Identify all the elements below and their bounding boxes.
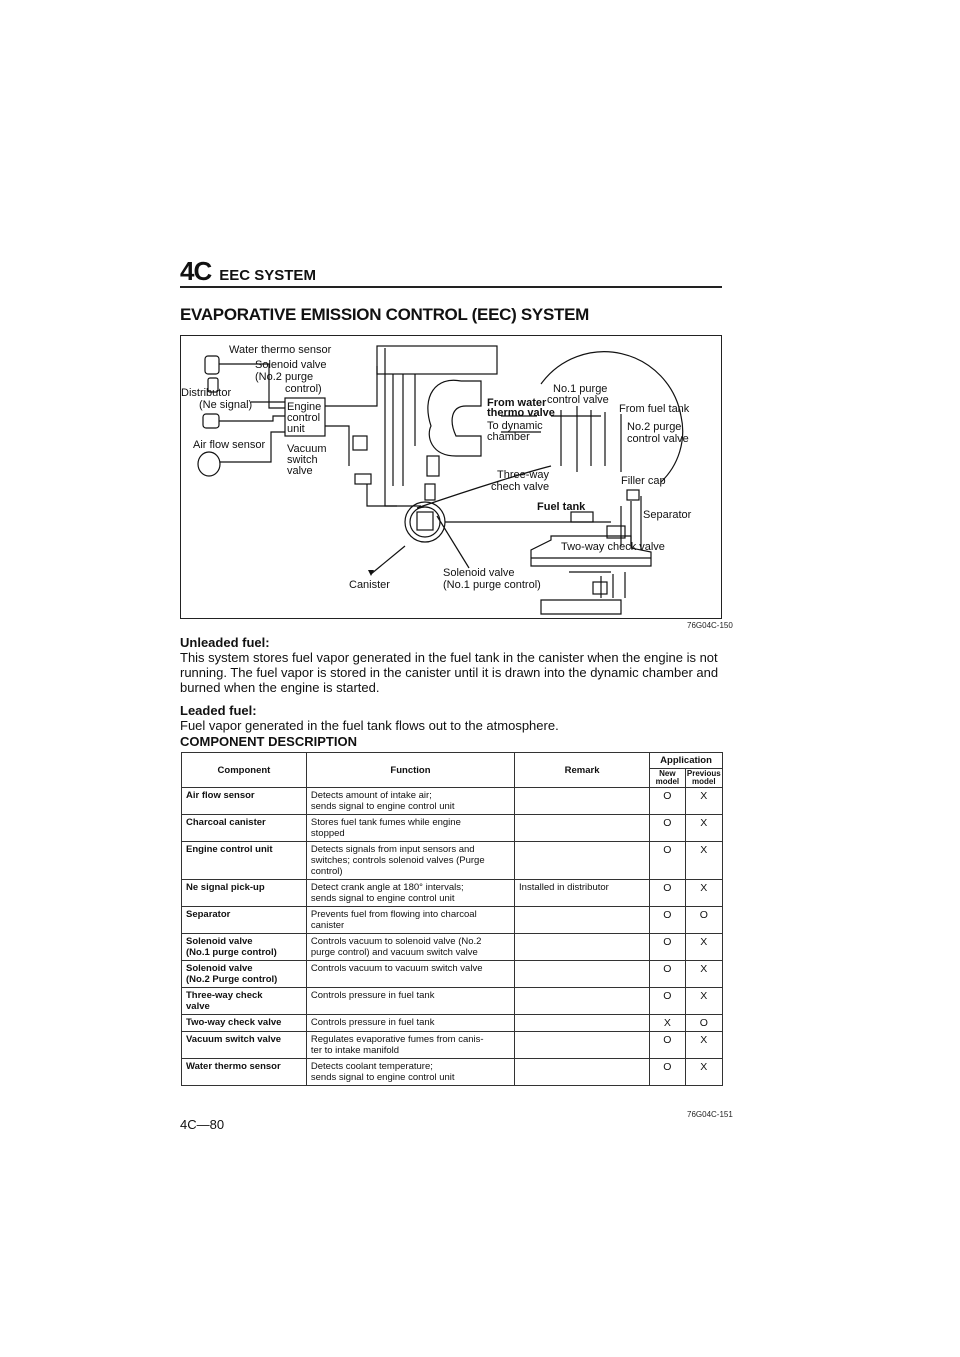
label-distributor: Distributor <box>181 387 232 399</box>
component-name-line: Solenoid valve <box>186 936 253 947</box>
component-remark <box>515 1059 650 1086</box>
component-name <box>182 907 307 934</box>
function-line: Controls vacuum to solenoid valve (No.2 <box>310 936 482 947</box>
table-row <box>182 815 723 842</box>
air-flow-sensor-shape <box>198 452 220 476</box>
label-no1-purge-l1: No.1 purge <box>553 383 608 395</box>
function-line: canister <box>310 920 345 931</box>
page-title: EVAPORATIVE EMISSION CONTROL (EEC) SYSTEM <box>180 305 589 324</box>
function-line: Controls pressure in fuel tank <box>310 1017 435 1028</box>
label-solenoid-no1-l1: Solenoid valve <box>443 567 515 579</box>
previous-model-mark: X <box>685 880 722 907</box>
label-canister: Canister <box>349 579 390 591</box>
previous-model-mark: X <box>685 988 722 1015</box>
new-model-mark: O <box>650 988 686 1015</box>
section-header <box>180 256 722 287</box>
table-row <box>182 934 723 961</box>
component-remark <box>515 788 650 815</box>
label-vacuum-l3: valve <box>287 465 313 477</box>
component-name-line: Water thermo sensor <box>186 1061 281 1072</box>
table-row <box>182 880 723 907</box>
component-remark: Installed in distributor <box>515 880 650 907</box>
label-solenoid-no2-l1: Solenoid valve <box>255 359 327 371</box>
label-water-thermo-sensor: Water thermo sensor <box>229 344 332 356</box>
label-to-dynamic-l1: To dynamic <box>487 420 543 432</box>
component-function <box>306 1015 514 1032</box>
component-name <box>182 934 307 961</box>
ne-signal-pickup-shape <box>203 414 219 428</box>
component-name-line: Separator <box>186 909 231 920</box>
component-name <box>182 1032 307 1059</box>
eec-system-diagram <box>180 335 722 619</box>
component-remark <box>515 907 650 934</box>
component-name-line: (No.2 Purge control) <box>186 974 278 985</box>
dynamic-chamber-shape <box>428 380 481 456</box>
label-three-way-l2: chech valve <box>491 481 550 493</box>
table-row <box>182 1059 723 1086</box>
component-name-line: Ne signal pick-up <box>186 882 265 893</box>
component-name-line: Charcoal canister <box>186 817 266 828</box>
component-remark <box>515 934 650 961</box>
component-name-line: Air flow sensor <box>186 790 255 801</box>
label-from-water-l1: From water <box>487 397 547 409</box>
label-vacuum-l1: Vacuum <box>287 443 327 455</box>
component-name-line: Engine control unit <box>186 844 273 855</box>
component-remark <box>515 1032 650 1059</box>
label-air-flow-sensor: Air flow sensor <box>193 439 266 451</box>
zoom-circle <box>541 352 683 482</box>
previous-model-mark: X <box>685 934 722 961</box>
unleaded-text: This system stores fuel vapor generated in the fuel tank in the canister when the engine is not running. The fuel vapor is stored in the canister until it is drawn into the dynamic chamber and burned when the engine is started. <box>180 650 719 695</box>
solenoid-no2-shape <box>353 436 367 450</box>
label-no2-purge-l2: control valve <box>627 433 689 445</box>
function-line: switches; controls solenoid valves (Purge <box>310 855 485 866</box>
new-model-mark: O <box>650 815 686 842</box>
label-ne-signal: (Ne signal) <box>199 399 253 411</box>
component-name-line: Three-way check <box>186 990 263 1001</box>
table-row <box>182 988 723 1015</box>
component-name-line: Solenoid valve <box>186 963 253 974</box>
diagram-drawing <box>181 336 721 618</box>
component-name <box>182 961 307 988</box>
component-name <box>182 788 307 815</box>
label-solenoid-no1-l2: (No.1 purge control) <box>443 579 541 591</box>
function-line: purge control) and vacuum switch valve <box>310 947 478 958</box>
new-model-mark: X <box>650 1015 686 1032</box>
function-line: stopped <box>310 828 345 839</box>
component-name <box>182 880 307 907</box>
new-model-mark: O <box>650 788 686 815</box>
new-model-mark: O <box>650 1059 686 1086</box>
header-rule <box>180 286 722 288</box>
component-function <box>306 815 514 842</box>
component-table-body <box>182 788 723 1086</box>
component-name <box>182 842 307 880</box>
previous-model-mark: X <box>685 842 722 880</box>
component-name-line: (No.1 purge control) <box>186 947 277 958</box>
new-model-mark: O <box>650 842 686 880</box>
function-line: Controls vacuum to vacuum switch valve <box>310 963 483 974</box>
table-row <box>182 1032 723 1059</box>
function-line: Detects signals from input sensors and <box>310 844 475 855</box>
label-ecu-l1: Engine <box>287 401 322 413</box>
label-ecu-l3: unit <box>287 423 305 435</box>
unleaded-section <box>180 635 725 695</box>
col-application: Application <box>650 753 723 769</box>
col-previous-model-l2: model <box>692 777 716 786</box>
label-to-dynamic-l2: chamber <box>487 431 530 443</box>
table-row <box>182 788 723 815</box>
col-previous-model <box>685 769 722 788</box>
component-name-line: Two-way check valve <box>186 1017 282 1028</box>
vacuum-switch-shape <box>355 474 371 484</box>
previous-model-mark: X <box>685 1032 722 1059</box>
previous-model-mark: X <box>685 1059 722 1086</box>
new-model-mark: O <box>650 961 686 988</box>
component-description-heading: COMPONENT DESCRIPTION <box>180 734 357 749</box>
canister-shape <box>405 502 445 542</box>
component-remark <box>515 1015 650 1032</box>
new-model-mark: O <box>650 880 686 907</box>
new-model-mark: O <box>650 907 686 934</box>
col-new-model-l1: New <box>659 769 676 778</box>
component-function <box>306 934 514 961</box>
col-new-model-l2: model <box>655 777 680 786</box>
component-function <box>306 1059 514 1086</box>
figure-code-diagram: 76G04C-150 <box>687 621 733 630</box>
page-number: 4C—80 <box>180 1117 225 1132</box>
component-remark <box>515 988 650 1015</box>
function-line: Controls pressure in fuel tank <box>310 990 435 1001</box>
section-title: EEC SYSTEM <box>219 267 316 284</box>
function-line: Detect crank angle at 180° intervals; <box>310 882 464 893</box>
new-model-mark: O <box>650 1032 686 1059</box>
col-function: Function <box>306 753 514 788</box>
component-function <box>306 842 514 880</box>
leaded-text: Fuel vapor generated in the fuel tank flows out to the atmosphere. <box>180 718 559 733</box>
label-three-way-l1: Three-way <box>497 469 549 481</box>
component-function <box>306 1032 514 1059</box>
label-filler-cap: Filler cap <box>621 475 666 487</box>
previous-model-mark: O <box>685 907 722 934</box>
intake-pipe <box>377 346 497 374</box>
leaded-section <box>180 703 725 733</box>
function-line: sends signal to engine control unit <box>310 801 455 812</box>
function-line: sends signal to engine control unit <box>310 1072 455 1083</box>
component-function <box>306 880 514 907</box>
table-row <box>182 961 723 988</box>
table-row <box>182 1015 723 1032</box>
component-remark <box>515 815 650 842</box>
function-line: control) <box>310 866 343 877</box>
table-row <box>182 842 723 880</box>
function-line: sends signal to engine control unit <box>310 893 455 904</box>
label-ecu-l2: control <box>287 412 321 424</box>
function-line: Detects coolant temperature; <box>310 1061 433 1072</box>
component-table <box>181 752 723 1086</box>
col-new-model <box>650 769 686 788</box>
label-solenoid-no2-l2: (No.2 purge <box>255 371 314 383</box>
component-name-line: valve <box>186 1001 210 1012</box>
component-name <box>182 988 307 1015</box>
section-number: 4C <box>180 256 212 286</box>
label-separator: Separator <box>643 509 692 521</box>
label-solenoid-no2-l3: control) <box>285 383 322 395</box>
component-remark <box>515 842 650 880</box>
new-model-mark: O <box>650 934 686 961</box>
col-component: Component <box>182 753 307 788</box>
component-name <box>182 815 307 842</box>
function-line: Prevents fuel from flowing into charcoal <box>310 909 477 920</box>
label-vacuum-l2: switch <box>287 454 318 466</box>
label-no1-purge-l2: control valve <box>547 394 609 406</box>
water-thermo-sensor-shape <box>205 356 219 374</box>
component-function <box>306 907 514 934</box>
col-remark: Remark <box>515 753 650 788</box>
previous-model-mark: X <box>685 815 722 842</box>
function-line: Detects amount of intake air; <box>310 790 432 801</box>
component-name <box>182 1015 307 1032</box>
previous-model-mark: O <box>685 1015 722 1032</box>
function-line: Regulates evaporative fumes from canis- <box>310 1034 484 1045</box>
component-function <box>306 988 514 1015</box>
leaded-heading: Leaded fuel: <box>180 703 257 718</box>
component-function <box>306 961 514 988</box>
col-previous-model-l1: Previous <box>686 769 721 778</box>
label-two-way: Two-way check valve <box>561 541 665 553</box>
label-fuel-tank: Fuel tank <box>537 501 586 513</box>
label-no2-purge-l1: No.2 purge <box>627 421 682 433</box>
component-remark <box>515 961 650 988</box>
label-from-fuel-tank: From fuel tank <box>619 403 690 415</box>
function-line: ter to intake manifold <box>310 1045 400 1056</box>
unleaded-heading: Unleaded fuel: <box>180 635 270 650</box>
component-name-line: Vacuum switch valve <box>186 1034 282 1045</box>
component-name <box>182 1059 307 1086</box>
function-line: Stores fuel tank fumes while engine <box>310 817 461 828</box>
table-row <box>182 907 723 934</box>
label-from-water-l2: thermo valve <box>487 407 555 419</box>
previous-model-mark: X <box>685 788 722 815</box>
two-way-tank-shape <box>541 600 621 614</box>
component-function <box>306 788 514 815</box>
filler-cap-shape <box>627 490 639 500</box>
figure-code-table: 76G04C-151 <box>687 1110 733 1119</box>
three-way-check-valve-shape <box>571 512 593 522</box>
previous-model-mark: X <box>685 961 722 988</box>
